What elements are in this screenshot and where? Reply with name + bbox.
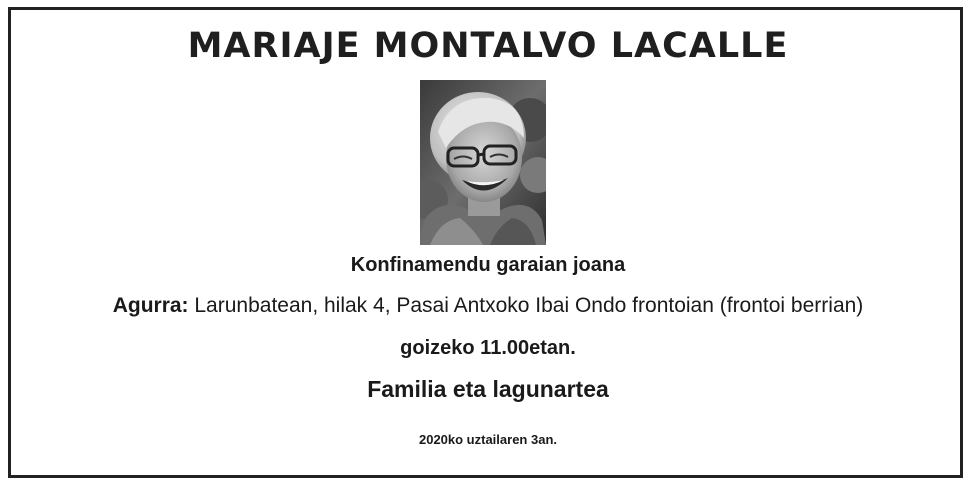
ceremony-label: Agurra: (112, 294, 189, 317)
ceremony-line (0, 294, 976, 318)
subtitle: Konfinamendu garaian joana (350, 254, 626, 276)
portrait-photo (420, 80, 546, 245)
deceased-name: MARIAJE MONTALVO LACALLE (187, 26, 789, 66)
ceremony-text: Larunbatean, hilak 4, Pasai Antxoko Ibai Ondo frontoian (frontoi berrian) (188, 294, 864, 317)
publication-date: 2020ko uztailaren 3an. (418, 432, 557, 447)
ceremony-time: goizeko 11.00etan. (400, 337, 576, 359)
family-signature: Familia eta lagunartea (367, 376, 609, 402)
